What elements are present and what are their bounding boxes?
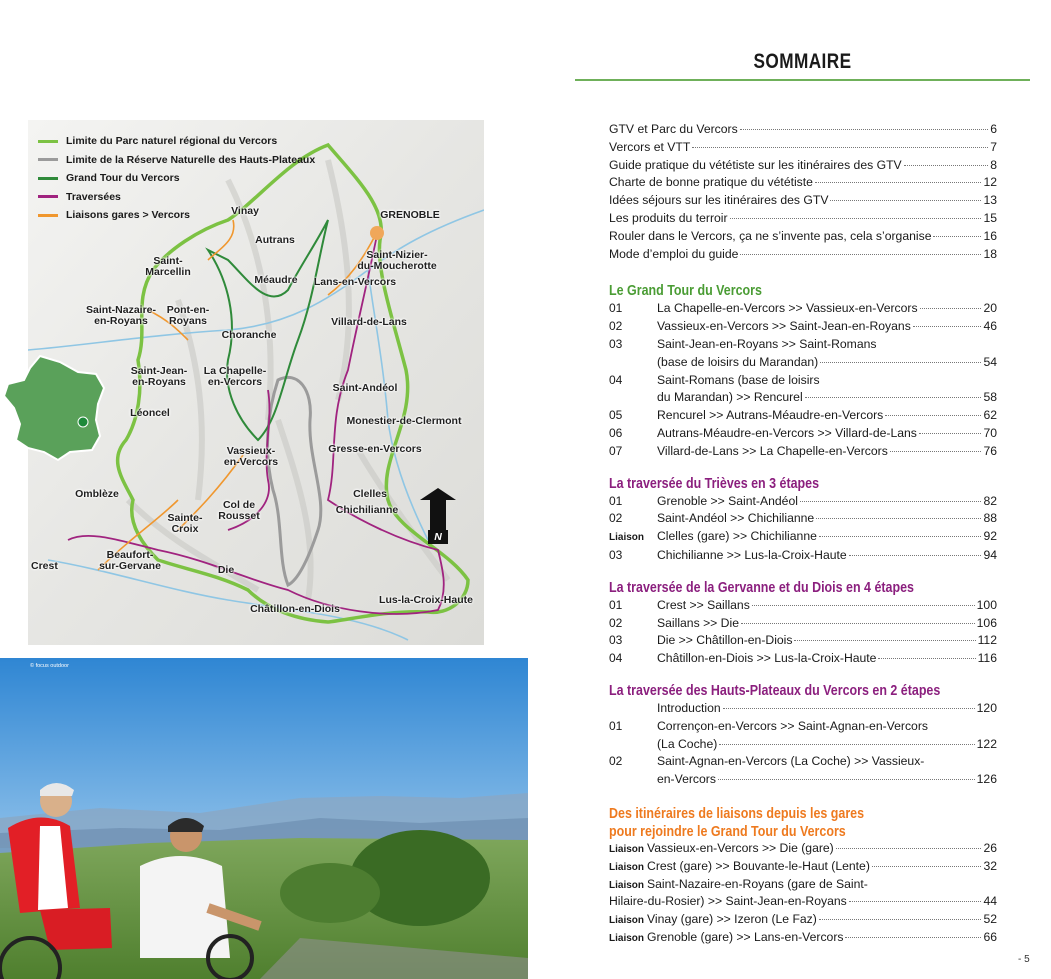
legend-item-liaisons [38,206,315,225]
stage-number: 07 [609,443,623,458]
toc-page-number: 62 [983,408,997,423]
toc-line [657,493,997,511]
legend-item-park [38,132,315,151]
dot-leader [885,415,981,416]
toc-line [657,336,997,354]
toc-entry[interactable] [609,841,997,859]
toc-page-number: 7 [990,139,997,154]
place-label: Die [217,564,235,576]
dot-leader [740,129,989,130]
place-label: Chichilianne [335,504,399,516]
place-label: Omblèze [75,488,119,500]
dot-leader [933,236,981,237]
toc-line [657,528,997,546]
toc-entry-title: Vassieux-en-Vercors >> Die (gare) [647,840,834,855]
legend-label: Limite de la Réserve Naturelle des Hauts-Plateaux [66,153,316,166]
toc-entry-title: Villard-de-Lans >> La Chapelle-en-Vercors [657,443,888,458]
toc-entry[interactable] [609,210,997,228]
toc-sections [609,282,997,789]
grenoble-marker [370,226,384,240]
toc-entry-title: du Marandan) >> Rencurel [657,390,803,405]
toc-entry-title: Saint-Andéol >> Chichilianne [657,511,815,526]
toc-entry-body [657,615,997,633]
toc-entry[interactable] [609,528,997,547]
toc-entry[interactable] [609,300,997,318]
stage-number: 01 [609,718,623,733]
section-heading: pour rejoindre le Grand Tour du Vercors [609,823,846,840]
dot-leader [820,362,981,363]
toc-entry-title: Crest >> Saillans [657,597,750,612]
toc-entry[interactable] [609,246,997,264]
place-label: Vinay [231,205,259,217]
toc-entry-body [657,443,997,461]
toc-line [657,407,997,425]
stage-number: 02 [609,511,623,526]
place-label: Sainte- Croix [167,512,203,535]
toc-intro-list [609,121,997,263]
liaisons-list [609,841,997,948]
place-label: Saint-Jean- en-Royans [130,365,188,388]
toc-line [609,894,997,912]
map-legend [38,132,315,225]
place-label: Villard-de-Lans [331,316,407,328]
dot-leader [719,744,974,745]
toc-entry-title: Grenoble >> Saint-Andéol [657,493,798,508]
dot-leader [830,200,981,201]
stage-number: 06 [609,425,623,440]
toc-page-number: 54 [983,354,997,369]
place-label: Beaufort- sur-Gervane [99,549,161,572]
toc-entry-title: Hilaire-du-Rosier) >> Saint-Jean-en-Royans [609,894,847,909]
toc-entry-body [657,632,997,650]
dot-leader [819,919,982,920]
dot-leader [849,555,982,556]
stage-number: 04 [609,651,623,666]
toc-line [657,736,997,754]
dot-leader [730,218,982,219]
toc-entry[interactable] [609,912,997,930]
toc-entry-title: GTV et Parc du Vercors [609,122,738,136]
toc-line [657,632,997,650]
toc-page-number: 112 [977,633,997,648]
place-label: Vassieux- en-Vercors [223,445,279,468]
toc-entry-title: Saint-Nazaire-en-Royans (gare de Saint- [647,876,868,891]
toc-section-liaisons [609,805,997,948]
liaison-tag: Liaison [609,932,645,944]
dot-leader [723,708,975,709]
toc-entry[interactable] [609,615,997,633]
toc-entry-title: Saillans >> Die [657,615,739,630]
place-label: Choranche [221,329,277,341]
dot-leader [845,937,981,938]
section-heading: La traversée du Trièves en 3 étapes [609,475,820,492]
toc-page-number: 16 [983,228,997,243]
toc-entry[interactable] [609,192,997,210]
legend-label: Liaisons gares > Vercors [66,209,191,222]
toc-entry-title: Vassieux-en-Vercors >> Saint-Jean-en-Royans [657,319,911,334]
place-label: La Chapelle- en-Vercors [203,365,267,388]
place-label: Châtillon-en-Diois [250,603,340,615]
toc-entry-title: Saint-Jean-en-Royans >> Saint-Romans [657,336,877,351]
toc-entry-body [657,407,997,425]
toc-entry-title: Grenoble (gare) >> Lans-en-Vercors [647,929,844,944]
dot-leader [816,518,981,519]
stage-number: 02 [609,615,623,630]
toc-entry-title: Rencurel >> Autrans-Méaudre-en-Vercors [657,408,884,423]
toc-entry-title: Corrençon-en-Vercors >> Saint-Agnan-en-Vercors [657,718,928,733]
place-label: Col de Rousset [218,499,260,522]
toc-line [609,841,997,859]
dot-leader [794,640,975,641]
place-label: Lans-en-Vercors [313,276,397,288]
toc-entry-body [657,318,997,336]
toc-entry-body [657,372,997,408]
toc-page-number: 32 [983,858,997,873]
toc-entry-title: (La Coche) [657,736,718,751]
stage-number: 05 [609,408,623,423]
toc-entry-body [657,493,997,511]
title-divider [575,79,1030,81]
toc-section [609,475,997,565]
toc-page-number: 82 [983,493,997,508]
legend-label: Limite du Parc naturel régional du Vercors [66,135,278,148]
legend-item-grand-tour [38,169,315,188]
dot-leader [740,254,981,255]
toc-line [657,354,997,372]
toc-entry-title: Chichilianne >> Lus-la-Croix-Haute [657,547,847,562]
stage-number: 03 [609,336,623,351]
toc-entry[interactable] [609,597,997,615]
toc-entry-body [657,718,997,754]
stage-number: 02 [609,754,623,769]
place-label: Crest [31,560,58,572]
dot-leader [800,501,982,502]
toc-entry[interactable] [609,718,997,754]
toc-entry[interactable] [609,228,997,246]
toc-line [609,877,997,895]
toc-page-number: 66 [983,929,997,944]
toc-page-number: 88 [983,511,997,526]
dot-leader [913,326,982,327]
toc-entry[interactable] [609,157,997,175]
toc-page-number: 12 [983,175,997,190]
toc-line [657,615,997,633]
section-heading: Des itinéraires de liaisons depuis les gares [609,805,865,822]
toc-page-number: 76 [983,443,997,458]
page-title: SOMMAIRE [753,50,852,73]
toc-entry[interactable] [609,930,997,948]
toc-entry[interactable] [609,443,997,461]
toc-entry-body [657,425,997,443]
legend-label: Grand Tour du Vercors [66,172,180,185]
toc-section [609,282,997,460]
section-heading: La traversée des Hauts-Plateaux du Vercors en 2 étapes [609,682,941,699]
stage-number: 03 [609,633,623,648]
toc-line [657,389,997,407]
north-label: N [434,531,442,543]
stage-number: 01 [609,493,623,508]
toc-entry[interactable] [609,650,997,668]
liaison-tag: Liaison [609,843,645,855]
toc-line [657,753,997,771]
dot-leader [805,397,982,398]
toc-entry-title: Les produits du terroir [609,210,728,225]
toc-line [657,372,997,390]
section-heading: La traversée de la Gervanne et du Diois en 4 étapes [609,579,914,596]
toc-line [609,912,997,930]
place-label: Gresse-en-Vercors [328,443,422,455]
toc-entry[interactable] [609,859,997,877]
toc-section [609,579,997,668]
toc-page-number: 106 [976,615,997,630]
toc-entry-title: Idées séjours sur les itinéraires des GTV [609,193,829,208]
toc-line [609,859,997,877]
dot-leader [904,165,989,166]
toc-page-number: 26 [983,840,997,855]
toc-entry[interactable] [609,547,997,565]
stage-number: 03 [609,547,623,562]
toc-entry-title: Crest (gare) >> Bouvante-le-Haut (Lente) [647,858,870,873]
table-of-contents [609,121,997,948]
place-label: Léoncel [130,407,170,419]
toc-entry[interactable] [609,174,997,192]
place-label: Méaudre [254,274,298,286]
toc-page-number: 116 [977,651,997,666]
toc-entry-title: Mode d’emploi du guide [609,246,739,261]
dot-leader [878,658,975,659]
toc-page-number: 6 [990,122,997,136]
dot-leader [815,182,981,183]
toc-page-number: 44 [983,894,997,909]
dot-leader [890,451,982,452]
toc-entry[interactable] [609,121,997,139]
toc-line [657,443,997,461]
toc-entry-title: Saint-Romans (base de loisirs [657,372,820,387]
toc-page-number: 100 [976,597,997,612]
toc-line [657,650,997,668]
toc-entry-body [657,700,997,718]
toc-entry-body [657,300,997,318]
toc-page-number: 46 [983,319,997,334]
toc-entry-body [657,510,997,528]
stage-number: 01 [609,597,623,612]
dot-leader [872,866,982,867]
toc-line [657,300,997,318]
place-label: Clelles [353,488,387,500]
toc-entry[interactable] [609,318,997,336]
cyclists-photo [0,658,528,979]
toc-line [609,930,997,948]
place-label: Monestier-de-Clermont [346,415,462,427]
toc-page-number: 52 [983,912,997,927]
toc-line [657,597,997,615]
place-label: Autrans [255,234,295,246]
toc-entry-title: Saint-Agnan-en-Vercors (La Coche) >> Vassieux- [657,754,925,769]
toc-entry[interactable] [609,425,997,443]
legend-label: Traversées [66,190,121,203]
toc-line [657,318,997,336]
toc-entry[interactable] [609,336,997,372]
toc-entry-title: Introduction [657,700,721,715]
liaison-tag: Liaison [609,879,645,891]
toc-entry[interactable] [609,372,997,408]
toc-entry-title: Guide pratique du vététiste sur les itinéraires des GTV [609,157,902,172]
toc-page-number: 126 [976,772,997,787]
page-number: - 5 [1018,954,1030,965]
dot-leader [919,433,982,434]
toc-entry[interactable] [609,493,997,511]
toc-entry-title: (base de loisirs du Marandan) [657,354,819,369]
liaison-tag: Liaison [609,861,645,873]
photo-credit: © focus outdoor [30,663,69,669]
legend-item-traversees [38,188,315,207]
toc-entry-body [657,528,997,546]
toc-entry-title: Charte de bonne pratique du vététiste [609,175,813,190]
toc-entry-body [657,650,997,668]
dot-leader [920,308,982,309]
toc-entry-body [657,597,997,615]
toc-line [657,510,997,528]
dot-leader [692,147,988,148]
toc-page-number: 92 [983,529,997,544]
toc-entry-title: Vinay (gare) >> Izeron (Le Faz) [647,912,817,927]
toc-entry-title: Rouler dans le Vercors, ça ne s’invente pas, cela s’organise [609,228,932,243]
toc-entry[interactable] [609,700,997,718]
toc-entry[interactable] [609,510,997,528]
stage-number: 01 [609,301,623,316]
toc-entry-body [657,547,997,565]
toc-page-number: 122 [976,736,997,751]
toc-entry-body [657,753,997,789]
place-label: Saint-Nazaire- en-Royans [85,304,157,327]
toc-page-number: 120 [976,700,997,715]
toc-entry-title: Die >> Châtillon-en-Diois [657,633,793,648]
dot-leader [819,536,982,537]
place-label: GRENOBLE [380,209,440,221]
france-inset-map [0,352,110,462]
toc-entry[interactable] [609,139,997,157]
dot-leader [836,848,982,849]
toc-entry-body [657,336,997,372]
toc-line [657,700,997,718]
place-label: Pont-en- Royans [166,304,210,327]
place-label: Saint-Nizier- du-Moucherotte [357,249,437,272]
toc-line [657,718,997,736]
toc-page-number: 8 [990,157,997,172]
place-label: Saint-Andéol [332,382,398,394]
toc-section [609,682,997,789]
dot-leader [849,901,982,902]
toc-page-number: 58 [983,390,997,405]
legend-item-reserve [38,151,315,170]
liaison-tag: Liaison [609,915,645,927]
toc-entry-title: La Chapelle-en-Vercors >> Vassieux-en-Vercors [657,301,918,316]
toc-page-number: 94 [983,547,997,562]
toc-entry-title: en-Vercors [657,772,716,787]
toc-line [657,771,997,789]
toc-entry-title: Autrans-Méaudre-en-Vercors >> Villard-de-Lans [657,425,917,440]
toc-page-number: 20 [983,301,997,316]
toc-line [657,547,997,565]
section-heading: Le Grand Tour du Vercors [609,283,762,300]
toc-entry[interactable] [609,632,997,650]
toc-entry[interactable] [609,407,997,425]
toc-entry-title: Clelles (gare) >> Chichilianne [657,529,817,544]
dot-leader [741,623,975,624]
place-label: Lus-la-Croix-Haute [379,594,473,606]
toc-page-number: 15 [983,210,997,225]
toc-entry[interactable] [609,753,997,789]
toc-entry[interactable] [609,877,997,913]
stage-number: 02 [609,319,623,334]
toc-entry-title: Châtillon-en-Diois >> Lus-la-Croix-Haute [657,651,877,666]
dot-leader [752,605,975,606]
stage-number: Liaison [609,532,645,544]
toc-page-number: 70 [983,425,997,440]
place-label: Saint- Marcellin [145,255,191,278]
toc-line [657,425,997,443]
toc-page-number: 18 [983,246,997,261]
toc-entry-title: Vercors et VTT [609,139,691,154]
dot-leader [718,779,975,780]
toc-page-number: 13 [983,193,997,208]
stage-number: 04 [609,372,623,387]
